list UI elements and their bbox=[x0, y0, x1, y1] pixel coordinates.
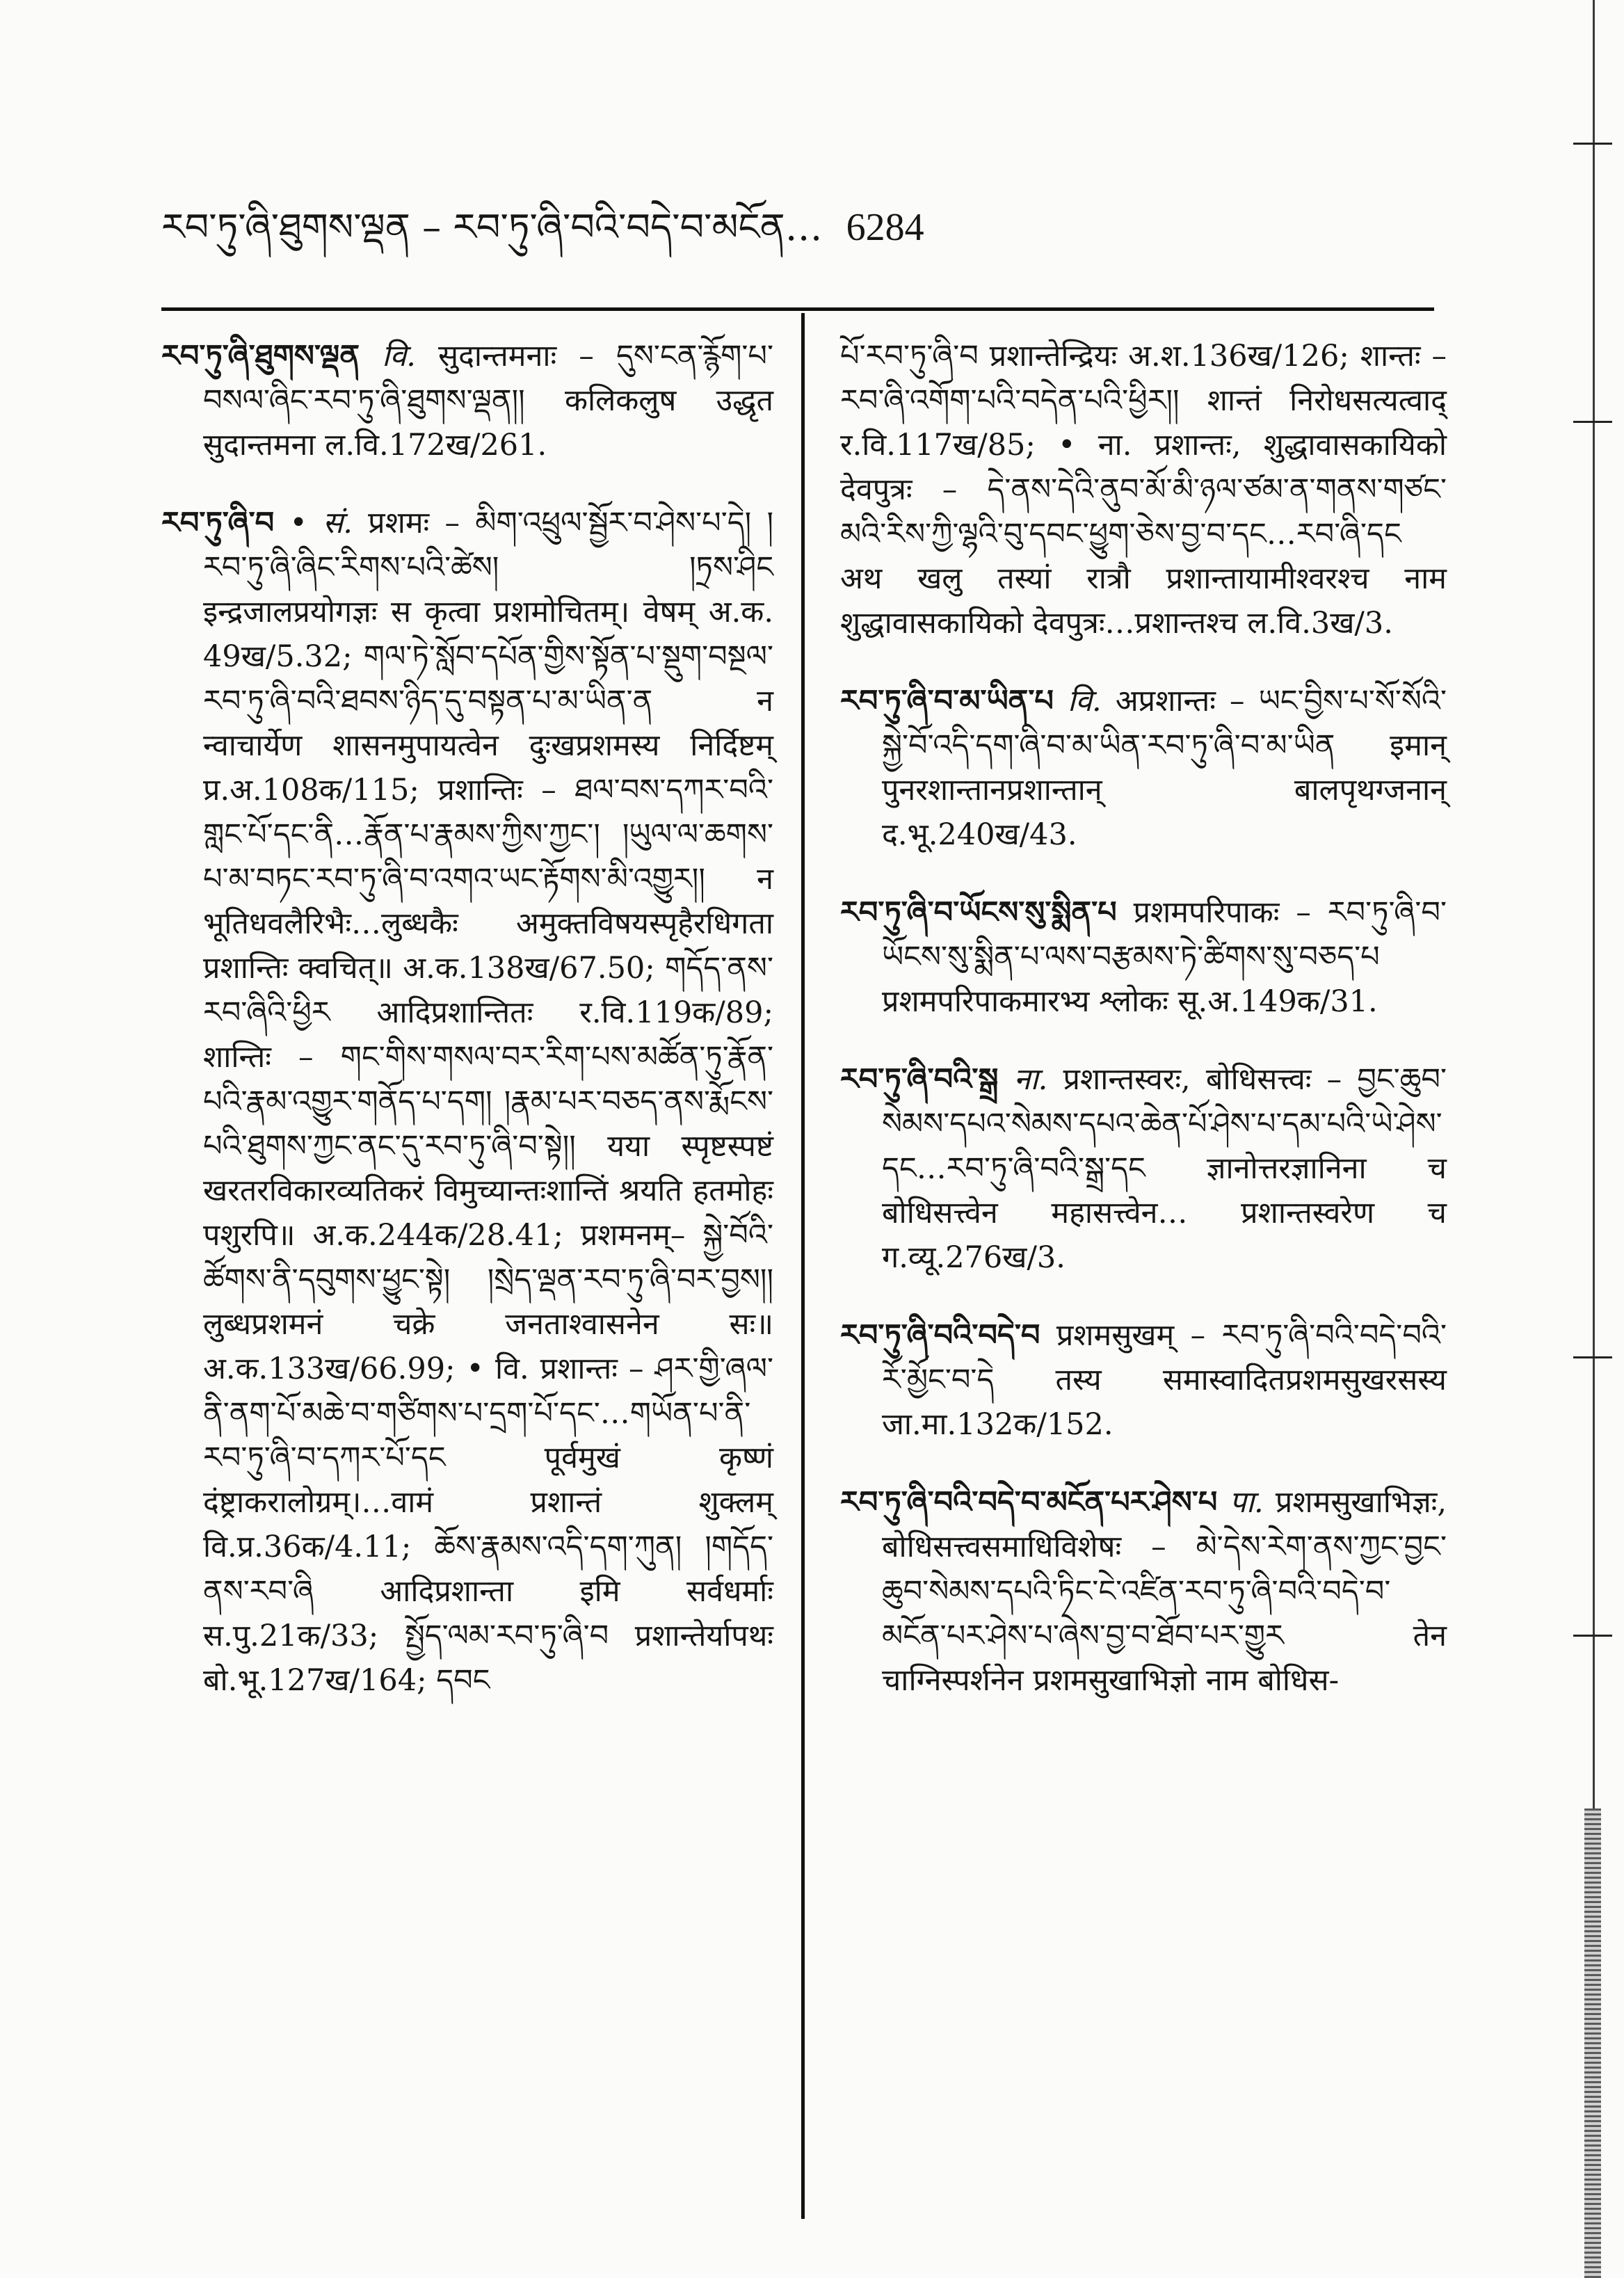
entry-continued bbox=[840, 334, 1447, 645]
entry-grammar: पा. bbox=[1229, 1485, 1264, 1520]
entry bbox=[840, 1057, 1447, 1280]
entry-grammar: वि. bbox=[1068, 684, 1102, 719]
entry-headword: རབ་ཏུ་ཞི་ཐུགས་ལྡན bbox=[161, 339, 360, 374]
entry-body: प्रशमसुखाभिज्ञः, बोधिसत्त्वसमाधिविशेषः – མེ་དེས་རེག་ནས་ཀྱང་བྱང་ཆུབ་སེམས་དཔའི་ཏིང་ངེ་འཛིན་རབ་ཏུ་ཞི་བའི་བདེ་བ་མངོན་པར་ཤེས་པ་ཞེས་བྱ་བ་ཐོབ་པར་གྱུར तेन चाग्निस्पर्शनेन प्रशमसुखाभिज्ञो नाम बोधिस- bbox=[882, 1485, 1447, 1698]
running-header bbox=[161, 196, 924, 259]
column-divider bbox=[801, 313, 805, 2219]
binding-edge-band bbox=[1584, 1808, 1601, 2278]
entry-headword: རབ་ཏུ་ཞི་བ་ཡོངས་སུ་སྨིན་པ bbox=[840, 895, 1117, 930]
entry-body: प्रशमसुखम् – རབ་ཏུ་ཞི་བའི་བདེ་བའི་རོ་མྱོང་བ་དེ तस्य समास्वादितप्रशमसुखरसस्य जा.मा.132क/152. bbox=[882, 1318, 1447, 1442]
right-column bbox=[840, 334, 1447, 1736]
entry-grammar: • सं. bbox=[289, 506, 353, 540]
entry-body: प्रशमपरिपाकः – རབ་ཏུ་ཞི་བ་ཡོངས་སུ་སྨིན་པ་ལས་བརྩམས་ཏེ་ཚིགས་སུ་བཅད་པ प्रशमपरिपाकमारभ्य श्लोकः सू.अ.149क/31. bbox=[882, 895, 1447, 1019]
entry bbox=[840, 1480, 1447, 1703]
entry bbox=[161, 334, 773, 467]
entry-grammar: वि. bbox=[382, 339, 416, 374]
binding-edge-tick bbox=[1573, 1635, 1612, 1637]
binding-edge-tick bbox=[1573, 1356, 1612, 1358]
entry-grammar: ना. bbox=[1013, 1062, 1048, 1097]
binding-edge-tick bbox=[1573, 421, 1612, 423]
binding-edge-tick bbox=[1573, 143, 1612, 145]
entry-headword: རབ་ཏུ་ཞི་བའི་སྒྲ bbox=[840, 1062, 999, 1097]
entry bbox=[840, 1313, 1447, 1447]
left-column bbox=[161, 334, 773, 1736]
entry-body: प्रशमः – མིག་འཕྲུལ་སྦྱོར་བ་ཤེས་པ་དེ། །རབ་ཏུ་ཞི་ཞིང་རིགས་པའི་ཚེས། །ཏྲས་ཤིང इन्द्रजालप्रयोगज्ञः स कृत्वा प्रशमोचितम्। वेषम् अ.क. 49ख/5.32; གལ་ཏེ་སློབ་དཔོན་གྱིས་སྟོན་པ་སྡུག་བསྔལ་རབ་ཏུ་ཞི་བའི་ཐབས་ཉིད་དུ་བསྟན་པ་མ་ཡིན་ན न न्वाचार्येण शासनमुपायत्वेन दुःखप्रशमस्य निर्दिष्टम् प्र.अ.108क/115; प्रशान्तिः – ཐལ་བས་དཀར་བའི་གླང་པོ་དང་ནི…རྣོན་པ་རྣམས་ཀྱིས་ཀྱང་། །ཡུལ་ལ་ཆགས་པ་མ་བཏང་རབ་ཏུ་ཞི་བ་འགའ་ཡང་རྟོགས་མི་འགྱུར།། न भूतिधवलैरिभैः…लुब्धकैः अमुक्तविषयस्पृहैरधिगता प्रशान्तिः क्वचित्॥ अ.क.138ख/67.50; གདོད་ནས་རབ་ཞིའི་ཕྱིར आदिप्रशान्तितः र.वि.119क/89; शान्तिः – གང་གིས་གསལ་བར་རིག་པས་མཚོན་ཏུ་རྣོན་པའི་རྣམ་འགྱུར་གནོད་པ་དག། །རྣམ་པར་བཅད་ནས་རྨོངས་པའི་ཐུགས་ཀྱང་ནང་དུ་རབ་ཏུ་ཞི་བ་སྟེ།། यया स्पृष्टस्पष्टं खरतरविकारव्यतिकरं विमुच्यान्तःशान्तिं श्रयति हतमोहः पशुरपि॥ अ.क.244क/28.41; प्रशमनम्– སྐྱེ་བོའི་ཚོགས་ནི་དབུགས་ཕྱུང་སྟེ། །སྲེད་ལྡན་རབ་ཏུ་ཞི་བར་བྱས།། लुब्धप्रशमनं चक्रे जनताश्वासनेन सः॥ अ.क.133ख/66.99; • वि. प्रशान्तः – ཤར་གྱི་ཞལ་ནི་ནག་པོ་མཆེ་བ་གཙིགས་པ་དྲག་པོ་དང་…གཡོན་པ་ནི་རབ་ཏུ་ཞི་བ་དཀར་པོ་དང पूर्वमुखं कृष्णं दंष्ट्राकरालोग्रम्।…वामं प्रशान्तं शुक्लम् वि.प्र.36क/4.11; ཆོས་རྣམས་འདི་དག་ཀུན། །གདོད་ནས་རབ་ཞི आदिप्रशान्ता इमि सर्वधर्माः स.पु.21क/33; སྤྱོད་ལམ་རབ་ཏུ་ཞི་བ प्रशान्तेर्यापथः बो.भू.127ख/164; དབང bbox=[203, 506, 773, 1698]
entry-body: अप्रशान्तः – ཡང་བྱིས་པ་སོ་སོའི་སྐྱེ་བོ་འདི་དག་ཞི་བ་མ་ཡིན་རབ་ཏུ་ཞི་བ་མ་ཡིན इमान् पुनरशान्तानप्रशान्तान् बालपृथग्जनान् द.भू.240ख/43. bbox=[882, 684, 1447, 852]
entry bbox=[161, 501, 773, 1703]
entry bbox=[840, 890, 1447, 1024]
entry-body: པོ་རབ་ཏུ་ཞི་བ प्रशान्तेन्द्रियः अ.श.136ख/126; शान्तः – རབ་ཞི་འགོག་པའི་བདེན་པའི་ཕྱིར།། शान्तं निरोधसत्यत्वाद् र.वि.117ख/85; • ना. प्रशान्तः, शुद्धावासकायिको देवपुत्रः – དེ་ནས་དེའི་ནུབ་མོ་མི་ཉལ་ཙམ་ན་གནས་གཙང་མའི་རིས་ཀྱི་ལྷའི་བུ་དབང་ཕྱུག་ཅེས་བྱ་བ་དང…རབ་ཞི་དང अथ खलु तस्यां रात्रौ प्रशान्तायामीश्वरश्च नाम शुद्धावासकायिको देवपुत्रः…प्रशान्तश्च ल.वि.3ख/3. bbox=[840, 339, 1447, 641]
entry-headword: རབ་ཏུ་ཞི་བ་མ་ཡིན་པ bbox=[840, 684, 1054, 719]
entry-headword: རབ་ཏུ་ཞི་བའི་བདེ་བ་མངོན་པར་ཤེས་པ bbox=[840, 1485, 1218, 1520]
entry bbox=[840, 679, 1447, 857]
entry-body: प्रशान्तस्वरः, बोधिसत्त्वः – བྱང་ཆུབ་སེམས་དཔའ་སེམས་དཔའ་ཆེན་པོ་ཤེས་པ་དམ་པའི་ཡེ་ཤེས་དང…རབ་ཏུ་ཞི་བའི་སྒྲ་དང ज्ञानोत्तरज्ञानिना च बोधिसत्त्वेन महासत्त्वेन… प्रशान्तस्वरेण च ग.व्यू.276ख/3. bbox=[882, 1062, 1447, 1275]
entry-body: सुदान्तमनाः – དུས་ངན་རྙོག་པ་བསལ་ཞིང་རབ་ཏུ་ཞི་ཐུགས་ལྡན།། कलिकलुष उद्धृत सुदान्तमना ल.वि.172ख/261. bbox=[203, 339, 773, 463]
header-title: རབ་ཏུ་ཞི་ཐུགས་ལྡན – རབ་ཏུ་ཞི་བའི་བདེ་བ་མངོན… bbox=[161, 205, 823, 249]
entry-headword: རབ་ཏུ་ཞི་བའི་བདེ་བ bbox=[840, 1318, 1040, 1353]
top-rule bbox=[161, 307, 1434, 311]
page-number: 6284 bbox=[846, 206, 924, 249]
entry-headword: རབ་ཏུ་ཞི་བ bbox=[161, 506, 275, 540]
